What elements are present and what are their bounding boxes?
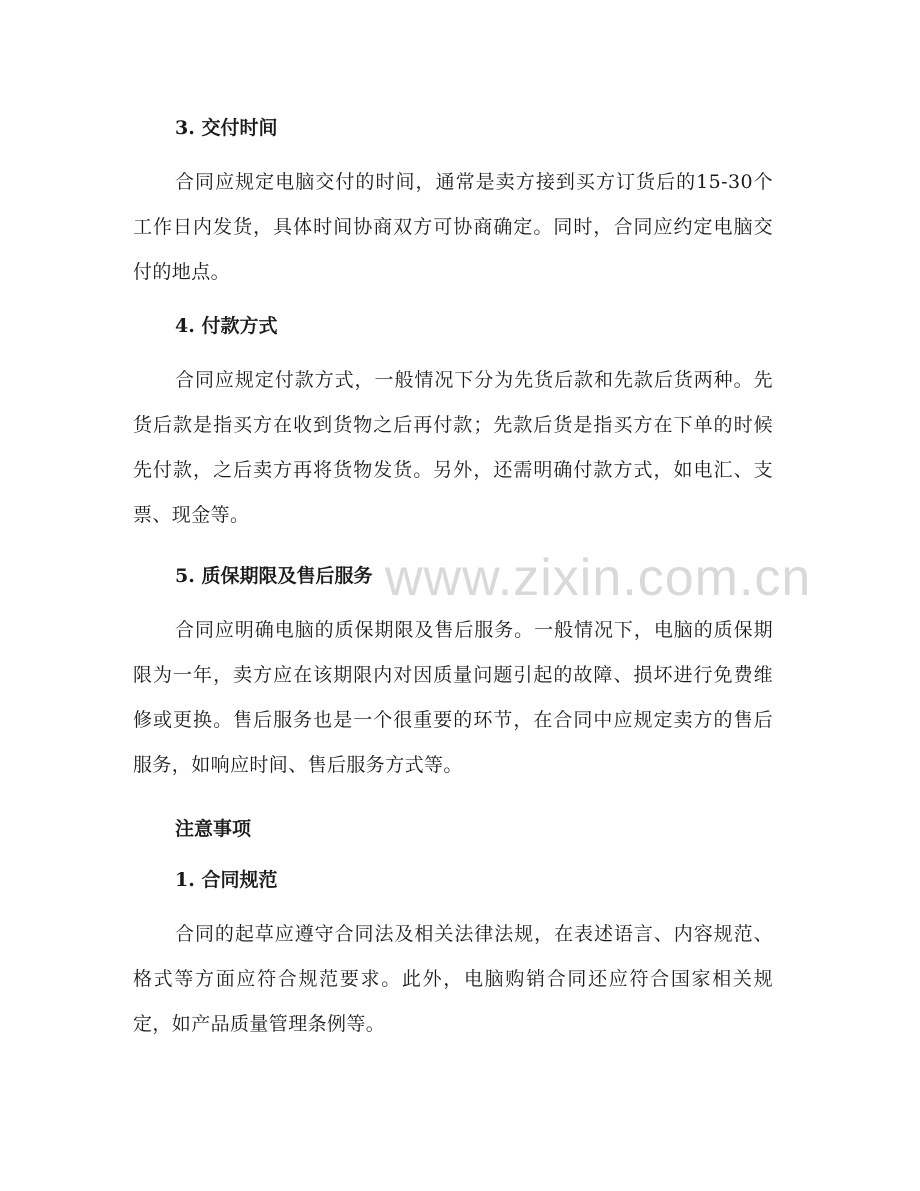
section-heading-payment-method: 4. 付款方式: [175, 315, 278, 337]
watermark-text: www.zixin.com.cn: [385, 549, 812, 607]
paragraph-payment-method: 合同应规定付款方式，一般情况下分为先货后款和先款后货两种。先货后款是指买方在收到货物之后再付款；先款后货是指买方在下单的时候先付款，之后卖方再将货物发货。另外，还需明确付款方式，如电汇、支票、现金等。: [133, 369, 773, 526]
section-heading-contract-standards: 1. 合同规范: [175, 869, 278, 891]
paragraph-warranty-service: 合同应明确电脑的质保期限及售后服务。一般情况下，电脑的质保期限为一年，卖方应在该期限内对因质量问题引起的故障、损坏进行免费维修或更换。售后服务也是一个很重要的环节，在合同中应规定卖方的售后服务，如响应时间、售后服务方式等。: [133, 619, 773, 776]
section-heading-warranty-service: 5. 质保期限及售后服务: [175, 565, 373, 587]
section-heading-notes: 注意事项: [175, 818, 252, 840]
paragraph-delivery-time: 合同应规定电脑交付的时间，通常是卖方接到买方订货后的15-30个工作日内发货，具体时间协商双方可协商确定。同时，合同应约定电脑交付的地点。: [133, 171, 773, 283]
paragraph-contract-standards: 合同的起草应遵守合同法及相关法律法规，在表述语言、内容规范、格式等方面应符合规范要求。此外，电脑购销合同还应符合国家相关规定，如产品质量管理条例等。: [133, 923, 773, 1035]
section-heading-delivery-time: 3. 交付时间: [175, 117, 278, 139]
